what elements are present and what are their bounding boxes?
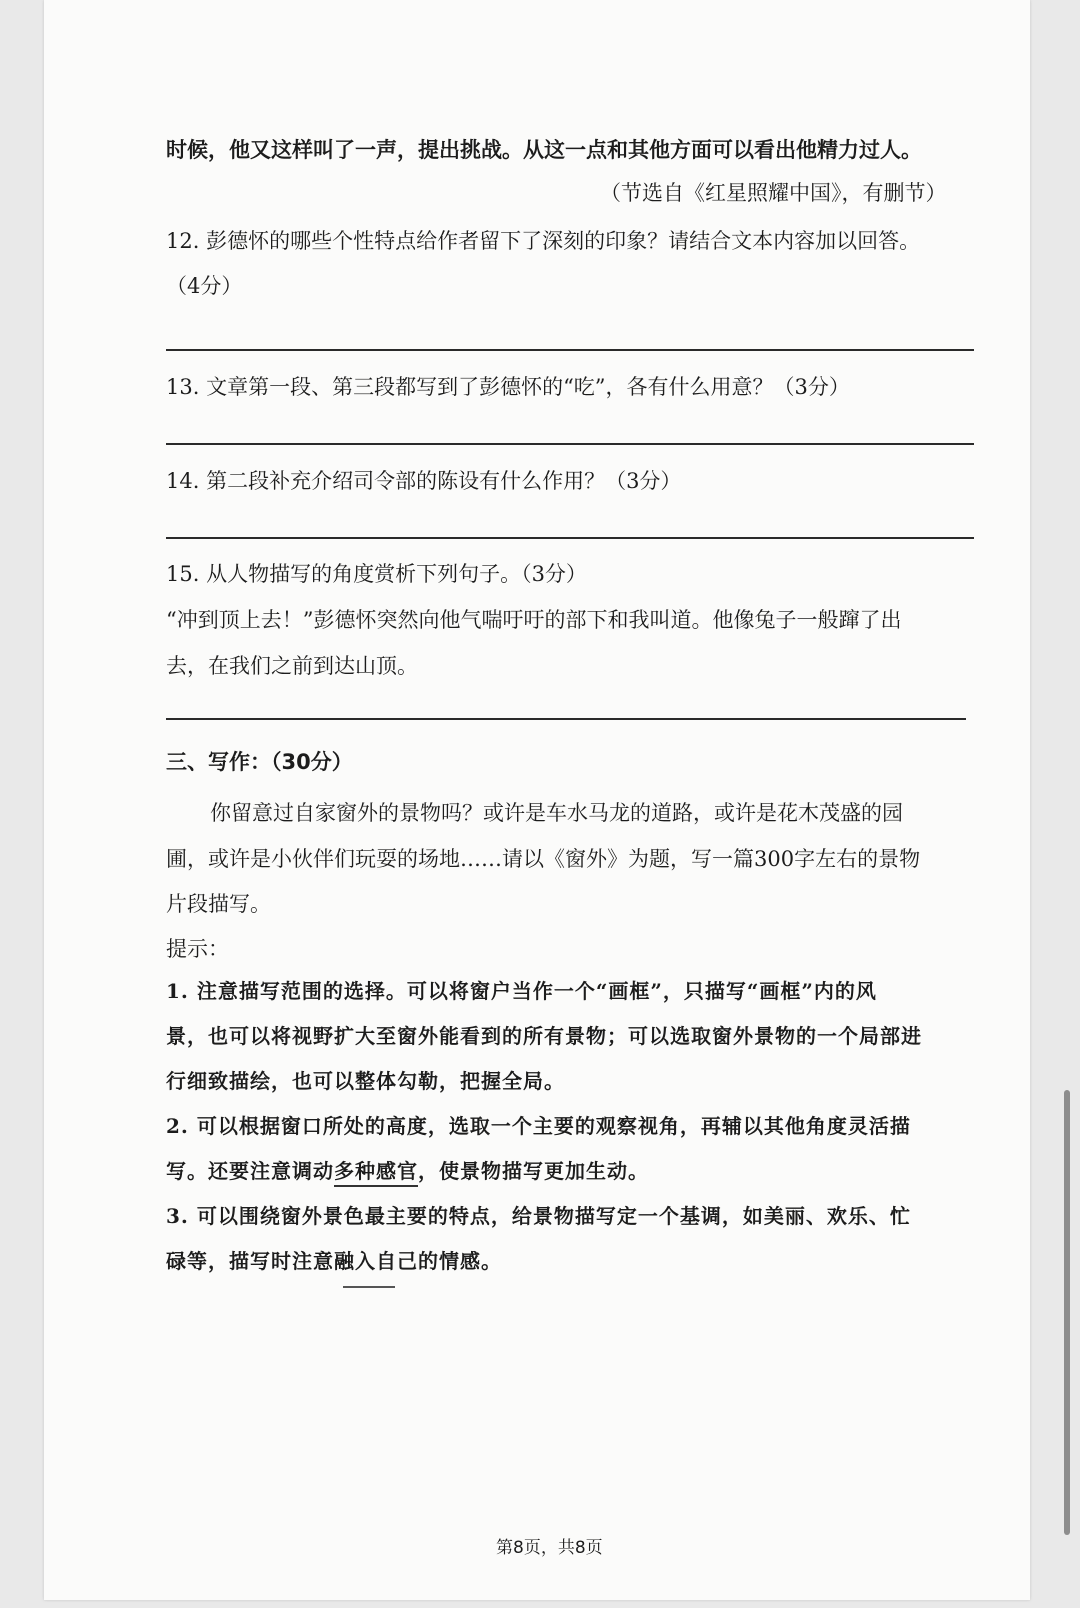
passage-last-line: 时候，他又这样叫了一声，提出挑战。从这一点和其他方面可以看出他精力过人。 xyxy=(166,137,922,162)
pen-mark xyxy=(343,1286,395,1288)
question-13: 13. 文章第一段、第三段都写到了彭德怀的“吃”，各有什么用意？（3分） xyxy=(166,375,850,399)
tips-label: 提示： xyxy=(166,937,229,961)
writing-prompt-line2: 圃，或许是小伙伴们玩耍的场地……请以《窗外》为题，写一篇300字左右的景物 xyxy=(166,847,921,871)
passage-source: （节选自《红星照耀中国》，有删节） xyxy=(600,181,947,205)
scrollbar-thumb[interactable] xyxy=(1064,1090,1070,1535)
writing-prompt-line3: 片段描写。 xyxy=(166,892,271,916)
question-15-quote-line1: “冲到顶上去！”彭德怀突然向他气喘吁吁的部下和我叫道。他像兔子一般蹿了出 xyxy=(166,608,902,632)
tip-1-line2: 景，也可以将视野扩大至窗外能看到的所有景物；可以选取窗外景物的一个局部进 xyxy=(166,1024,922,1048)
tip-3-line2: 碌等，描写时注意融入自己的情感。 xyxy=(166,1249,502,1273)
answer-line-13 xyxy=(166,443,974,445)
writing-prompt-line1: 你留意过自家窗外的景物吗？或许是车水马龙的道路，或许是花木茂盛的园 xyxy=(210,801,903,825)
question-15: 15. 从人物描写的角度赏析下列句子。（3分） xyxy=(166,562,587,586)
answer-line-15 xyxy=(166,718,966,720)
tip-1-line1: 1. 注意描写范围的选择。可以将窗户当作一个“画框”，只描写“画框”内的风 xyxy=(166,979,877,1003)
tip-2-line2-end: ，使景物描写更加生动。 xyxy=(418,1159,649,1183)
answer-line-14 xyxy=(166,537,974,539)
question-15-quote-line2: 去，在我们之前到达山顶。 xyxy=(166,654,418,678)
tip-1-line3: 行细致描绘，也可以整体勾勒，把握全局。 xyxy=(166,1069,565,1093)
tip-2-line2-start: 写。还要注意调动 xyxy=(166,1159,334,1183)
tip-2-underlined-phrase: 多种感官 xyxy=(334,1159,418,1187)
tip-3-line1: 3. 可以围绕窗外景色最主要的特点，给景物描写定一个基调，如美丽、欢乐、忙 xyxy=(166,1204,911,1228)
question-14: 14. 第二段补充介绍司令部的陈设有什么作用？（3分） xyxy=(166,469,682,493)
answer-line-12 xyxy=(166,349,974,351)
tip-2-line2 xyxy=(166,1157,649,1185)
question-12: 12. 彭德怀的哪些个性特点给作者留下了深刻的印象？请结合文本内容加以回答。 xyxy=(166,229,921,253)
question-12-score: （4分） xyxy=(166,274,243,298)
page-footer: 第8页，共8页 xyxy=(496,1538,603,1558)
writing-heading: 三、写作：（30分） xyxy=(166,750,353,774)
tip-2-line1: 2. 可以根据窗口所处的高度，选取一个主要的观察视角，再辅以其他角度灵活描 xyxy=(166,1114,911,1138)
